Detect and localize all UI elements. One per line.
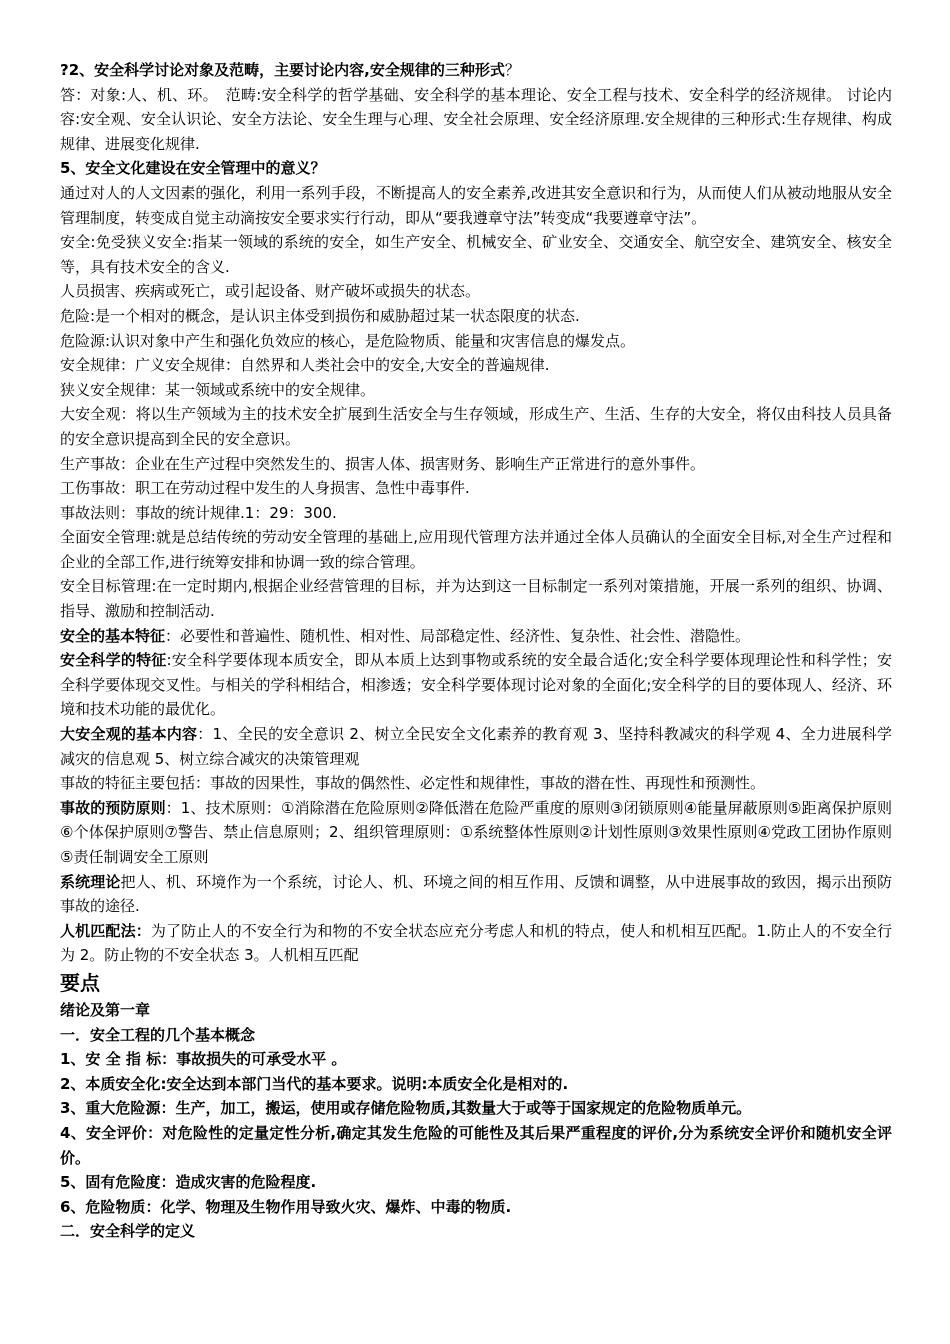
paragraph (60, 648, 892, 722)
text-run: ：必要性和普遍性、随机性、相对性、局部稳定性、经济性、复杂性、社会性、潜隐性。 (165, 626, 751, 645)
bold-run: 事故的预防原则 (60, 798, 166, 817)
paragraph (60, 83, 892, 157)
text-run: :安全科学要体现本质安全，即从本质上达到事物或系统的安全最合适化;安全科学要体现理论性和科学性；安全科学要体现交叉性。与相关的学科相结合，相渗透；安全科学要体现讨论对象的全面化;安全科学的目的要体现人、经济、环境和技术功能的最优化。 (60, 651, 892, 719)
section-item: 2、本质安全化:安全达到本部门当代的基本要求。说明:本质安全化是相对的. (60, 1074, 569, 1093)
paragraph (60, 870, 892, 919)
text-run: ：1、技术原则：①消除潜在危险原则②降低潜在危险严重度的原则③闭锁原则④能量屏蔽原则⑤距离保护原则⑥个体保护原则⑦警告、禁止信息原则；2、组织管理原则：①系统整体性原则②计划性原则③效果性原则④党政工团协作原则⑤责任制调安全工原则 (60, 798, 892, 866)
section-item: 6、危险物质：化学、物理及生物作用导致火灾、爆炸、中毒的物质. (60, 1197, 512, 1216)
text-run: 通过对人的人文因素的强化，利用一系列手段，不断提高人的安全素养,改进其安全意识和行为，从而使人们从被动地服从安全管理制度，转变成自觉主动滴按安全要求实行行动，即从“要我遵章守法”转变成“我要遵章守法”。 (60, 183, 892, 227)
text-run: 事故的特征主要包括：事故的因果性，事故的偶然性、必定性和规律性，事故的潜在性、再现性和预测性。 (60, 774, 766, 793)
paragraph (60, 722, 892, 771)
paragraph (60, 919, 892, 968)
paragraph (60, 378, 892, 403)
section-item: 5、固有危险度：造成灾害的危险程度. (60, 1173, 317, 1192)
section-item: 4、安全评价：对危险性的定量定性分析,确定其发生危险的可能性及其后果严重程度的评价,分为系统安全评价和随机安全评价。 (60, 1123, 892, 1167)
text-run: 大安全观：将以生产领域为主的技术安全扩展到生活安全与生存领域，形成生产、生活、生存的大安全，将仅由科技人员具备的安全意识提高到全民的安全意识。 (60, 405, 892, 448)
text-run: ：1、全民的安全意识 2、树立全民安全文化素养的教育观 3、坚持科教减灾的科学观 4、全力进展科学减灾的信息观 5、树立综合减灾的决策管理观 (60, 725, 892, 768)
text-run: 危险:是一个相对的概念，是认识主体受到损伤和威胁超过某一状态限度的状态. (60, 306, 580, 325)
text-run: ？ (504, 61, 520, 79)
bold-run: 系统理论 (60, 872, 121, 891)
bold-run: 5、安全文化建设在安全管理中的意义？ (60, 159, 326, 178)
section-item: 3、重大危险源：生产，加工，搬运，使用或存储危险物质,其数量大于或等于国家规定的危险物质单元。 (60, 1099, 752, 1118)
paragraph (60, 304, 892, 329)
text-run: 把人、机、环境作为一个系统，讨论人、机、环境之间的相互作用、反馈和调整，从中进展事故的致因，揭示出预防事故的途径. (60, 872, 892, 916)
paragraph (60, 230, 892, 279)
paragraph (60, 574, 892, 623)
text-run: 为了防止人的不安全行为和物的不安全状态应充分考虑人和机的特点，使人和机相互匹配。1.防止人的不安全行为 2。防止物的不安全状态 3。人机相互匹配 (60, 921, 892, 965)
paragraph (60, 624, 892, 649)
bold-run: ?2、安全科学讨论对象及范畴，主要讨论内容,安全规律的三种形式 (60, 61, 505, 79)
text-run: 安全规律：广义安全规律：自然界和人类社会中的安全,大安全的普遍规律. (60, 356, 550, 375)
text-run: 安全:免受狭义安全:指某一领域的系统的安全，如生产安全、机械安全、矿业安全、交通安全、航空安全、建筑安全、核安全等，具有技术安全的含义. (60, 233, 892, 276)
paragraph (60, 279, 892, 304)
paragraph (60, 771, 892, 796)
paragraph (60, 329, 892, 354)
paragraph (60, 58, 892, 83)
section-item: 绪论及第一章 (60, 1000, 151, 1019)
bold-run: 大安全观的基本内容 (60, 725, 198, 744)
paragraph (60, 525, 892, 574)
section-item-list (60, 998, 892, 1244)
text-run: 危险源:认识对象中产生和强化负效应的核心，是危险物质、能量和灾害信息的爆发点。 (60, 331, 636, 350)
document-body (60, 58, 892, 1244)
paragraph (60, 476, 892, 501)
paragraph (60, 501, 892, 526)
bold-run: 安全的基本特征 (60, 626, 166, 645)
text-run: 工伤事故：职工在劳动过程中发生的人身损害、急性中毒事件. (60, 479, 470, 498)
section-item: 二．安全科学的定义 (60, 1222, 196, 1241)
text-run: 狭义安全规律：某一领域或系统中的安全规律。 (60, 380, 376, 399)
text-run: 安全目标管理:在一定时期内,根据企业经营管理的目标，并为达到这一目标制定一系列对策措施，开展一系列的组织、协调、指导、激励和控制活动. (60, 577, 892, 621)
section-item: 一．安全工程的几个基本概念 (60, 1025, 256, 1044)
text-run: 事故法则：事故的统计规律.1：29：300. (60, 503, 337, 522)
paragraph (60, 452, 892, 477)
text-run: 人员损害、疾病或死亡，或引起设备、财产破坏或损失的状态。 (60, 282, 481, 301)
section-title: 要点 (60, 970, 100, 995)
paragraph-list (60, 58, 892, 968)
text-run: 生产事故：企业在生产过程中突然发生的、损害人体、损害财务、影响生产正常进行的意外事件。 (60, 454, 706, 473)
paragraph (60, 156, 892, 181)
text-run: 全面安全管理:就是总结传统的劳动安全管理的基础上,应用现代管理方法并通过全体人员确认的全面安全目标,对全生产过程和企业的全部工作,进行统筹安排和协调一致的综合管理。 (60, 528, 892, 571)
paragraph (60, 181, 892, 230)
text-run: 答：对象:人、机、环。 范畴:安全科学的哲学基础、安全科学的基本理论、安全工程与技术、安全科学的经济规律。 讨论内容:安全观、安全认识论、安全方法论、安全生理与心理、安全社会原理、安全经济原理.安全规律的三种形式:生存规律、构成规律、进展变化规律. (60, 85, 892, 153)
paragraph (60, 402, 892, 451)
paragraph (60, 796, 892, 870)
bold-run: 人机匹配法： (60, 921, 151, 940)
section-item: 1、安 全 指 标：事故损失的可承受水平 。 (60, 1050, 347, 1069)
paragraph (60, 353, 892, 378)
bold-run: 安全科学的特征 (60, 651, 167, 670)
